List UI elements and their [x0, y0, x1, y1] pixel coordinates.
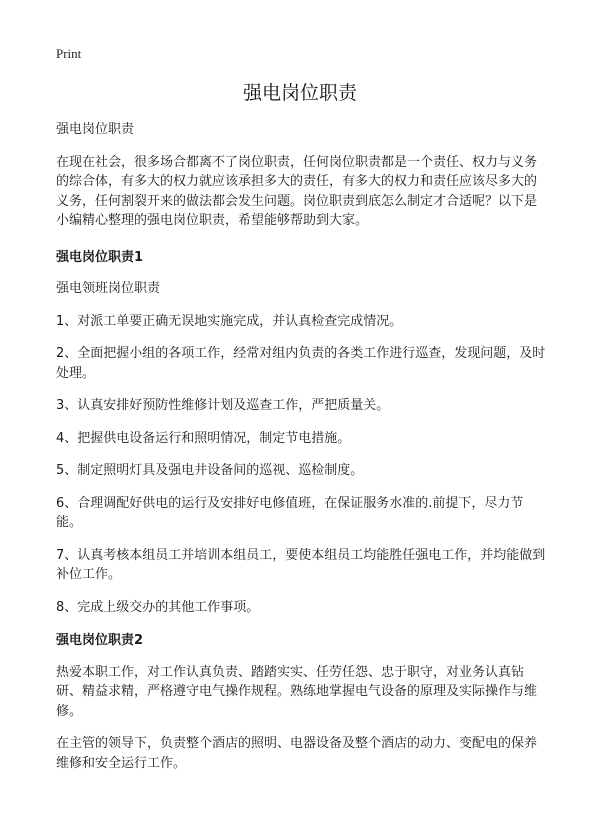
- list-item: 4、把握供电设备运行和照明情况，制定节电措施。: [56, 430, 351, 446]
- doc-subtitle: 强电岗位职责: [56, 122, 135, 137]
- list-item: 6、合理调配好供电的运行及安排好电修值班，在保证服务水准的.前提下，尽力节能。: [56, 495, 524, 530]
- list-item: 8、完成上级交办的其他工作事项。: [56, 599, 260, 615]
- page-title: 强电岗位职责: [242, 82, 357, 104]
- list-item: 7、认真考核本组员工并培训本组员工，要使本组员工均能胜任强电工作，并均能做到补位工作。: [56, 547, 546, 582]
- intro-paragraph: 在现在社会，很多场合都离不了岗位职责，任何岗位职责都是一个责任、权力与义务的综合体，有多大的权力就应该承担多大的责任，有多大的权力和责任应该尽多大的义务，任何割裂开来的做法都会发生问题。岗位职责到底怎么制定才合适呢？以下是小编精心整理的强电岗位职责，希望能够帮助到大家。: [56, 154, 538, 228]
- section1-heading: 强电岗位职责1: [56, 249, 144, 265]
- section2-heading: 强电岗位职责2: [56, 633, 144, 648]
- list-item: 5、制定照明灯具及强电井设备间的巡视、巡检制度。: [56, 463, 364, 478]
- list-item: 3、认真安排好预防性维修计划及巡查工作，严把质量关。: [56, 398, 390, 413]
- section1-subheading: 强电领班岗位职责: [56, 281, 161, 296]
- section2-paragraph: 在主管的领导下，负责整个酒店的照明、电器设备及整个酒店的动力、变配电的保养维修和安全运行工作。: [56, 736, 538, 771]
- print-link[interactable]: Print: [56, 46, 82, 61]
- document-body: [56, 118, 546, 773]
- section2-paragraph: 热爱本职工作，对工作认真负责、踏踏实实、任劳任怨、忠于职守，对业务认真钻研、精益求精，严格遵守电气操作规程。熟练地掌握电气设备的原理及实际操作与维修。: [56, 664, 538, 719]
- list-item: 1、对派工单要正确无误地实施完成，并认真检查完成情况。: [56, 313, 403, 329]
- list-item: 2、全面把握小组的各项工作，经常对组内负责的各类工作进行巡查，发现问题，及时处理。: [56, 346, 546, 381]
